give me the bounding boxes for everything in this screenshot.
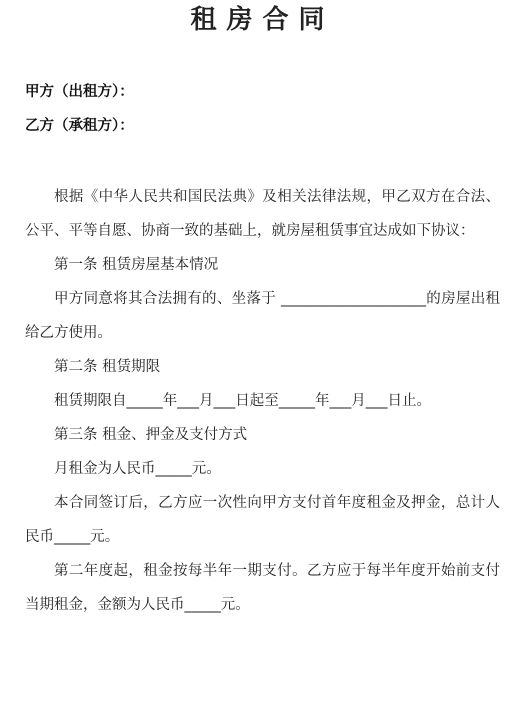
preamble-paragraph: 根据《中华人民共和国民法典》及相关法律法规，甲乙双方在合法、公平、平等自愿、协商一致的基础上，就房屋租赁事宜达成如下协议： (25, 189, 500, 239)
monthly-rent-paragraph: 月租金为人民币_____元。 (54, 461, 221, 477)
party-a-label: 甲方（出租方）： (25, 84, 134, 100)
article-2-heading: 第二条 租赁期限 (54, 359, 161, 375)
first-payment-paragraph: 本合同签订后，乙方应一次性向甲方支付首年度租金及押金，总计人民币_____元。 (25, 495, 500, 545)
subsequent-payment-paragraph: 第二年度起，租金按每半年一期支付。乙方应于每半年度开始前支付当期租金，金额为人民币_____元。 (25, 563, 500, 613)
article-1-heading: 第一条 租赁房屋基本情况 (54, 257, 219, 273)
party-b-label: 乙方（承租方）： (25, 118, 134, 134)
article-3-heading: 第三条 租金、押金及支付方式 (54, 427, 248, 443)
contract-body (25, 180, 500, 622)
article-2-paragraph: 租赁期限自_____年___月___日起至_____年___月___日止。 (54, 393, 431, 409)
page-title: 租房合同 (190, 5, 335, 35)
article-1-paragraph: 甲方同意将其合法拥有的、坐落于 ____________________的房屋出租给乙方使用。 (25, 291, 500, 341)
